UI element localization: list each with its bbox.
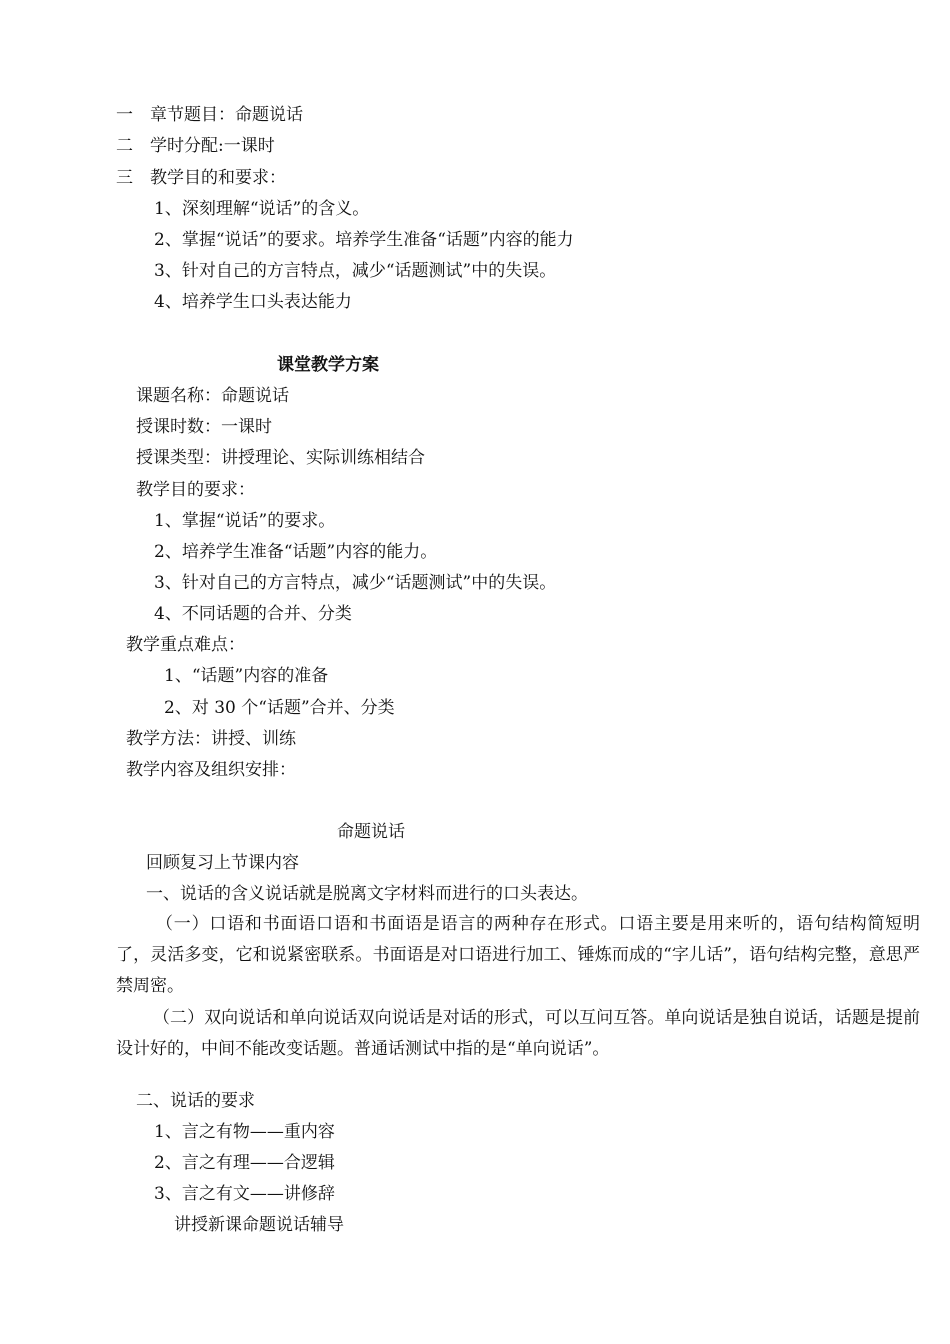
plan-topic: 课题名称：命题说话 bbox=[136, 386, 289, 406]
hours-allocation: 二 学时分配:一课时 bbox=[116, 136, 275, 156]
paragraph-oral-written: （一）口语和书面语口语和书面语是语言的两种存在形式。口语主要是用来听的，语句结构简短明了，灵活多变，它和说紧密联系。书面语是对口语进行加工、锤炼而成的“字儿话”，语句结构完整，意思严禁周密。 bbox=[116, 914, 920, 996]
key-points-heading: 教学重点难点： bbox=[126, 635, 245, 655]
aims-heading: 三 教学目的和要求： bbox=[116, 168, 286, 188]
plan-title: 课堂教学方案 bbox=[277, 355, 379, 375]
paragraph-two-way-one-way: （二）双向说话和单向说话双向说话是对话的形式，可以互问互答。单向说话是独自说话，话题是提前设计好的，中间不能改变话题。普通话测试中指的是“单向说话”。 bbox=[116, 1008, 920, 1059]
chapter-title: 一 章节题目：命题说话 bbox=[116, 105, 303, 125]
plan-aim-item: 3、针对自己的方言特点，减少“话题测试”中的失误。 bbox=[154, 573, 557, 593]
review-line: 回顾复习上节课内容 bbox=[146, 853, 299, 873]
plan-hours: 授课时数：一课时 bbox=[136, 417, 272, 437]
aim-item: 1、深刻理解“说话”的含义。 bbox=[154, 199, 370, 219]
content-title: 命题说话 bbox=[337, 822, 405, 842]
new-lesson-line: 讲授新课命题说话辅导 bbox=[174, 1215, 344, 1235]
key-point-item: 1、“话题”内容的准备 bbox=[164, 666, 329, 686]
section-2-heading: 二、说话的要求 bbox=[136, 1091, 255, 1111]
requirement-item: 1、言之有物——重内容 bbox=[154, 1122, 335, 1142]
section-1-heading: 一、说话的含义说话就是脱离文字材料而进行的口头表达。 bbox=[146, 884, 588, 904]
teaching-method: 教学方法：讲授、训练 bbox=[126, 729, 296, 749]
requirement-item: 3、言之有文——讲修辞 bbox=[154, 1184, 335, 1204]
aim-item: 2、掌握“说话”的要求。培养学生准备“话题”内容的能力 bbox=[154, 230, 574, 250]
plan-aim-item: 4、不同话题的合并、分类 bbox=[154, 604, 352, 624]
requirement-item: 2、言之有理——合逻辑 bbox=[154, 1153, 335, 1173]
arrangement-heading: 教学内容及组织安排： bbox=[126, 760, 296, 780]
aim-item: 3、针对自己的方言特点，减少“话题测试”中的失误。 bbox=[154, 261, 557, 281]
plan-aim-item: 2、培养学生准备“话题”内容的能力。 bbox=[154, 542, 438, 562]
aim-item: 4、培养学生口头表达能力 bbox=[154, 292, 352, 312]
plan-aims-heading: 教学目的要求： bbox=[136, 480, 255, 500]
plan-type: 授课类型：讲授理论、实际训练相结合 bbox=[136, 448, 425, 468]
key-point-item: 2、对 30 个“话题”合并、分类 bbox=[164, 698, 395, 718]
plan-aim-item: 1、掌握“说话”的要求。 bbox=[154, 511, 336, 531]
